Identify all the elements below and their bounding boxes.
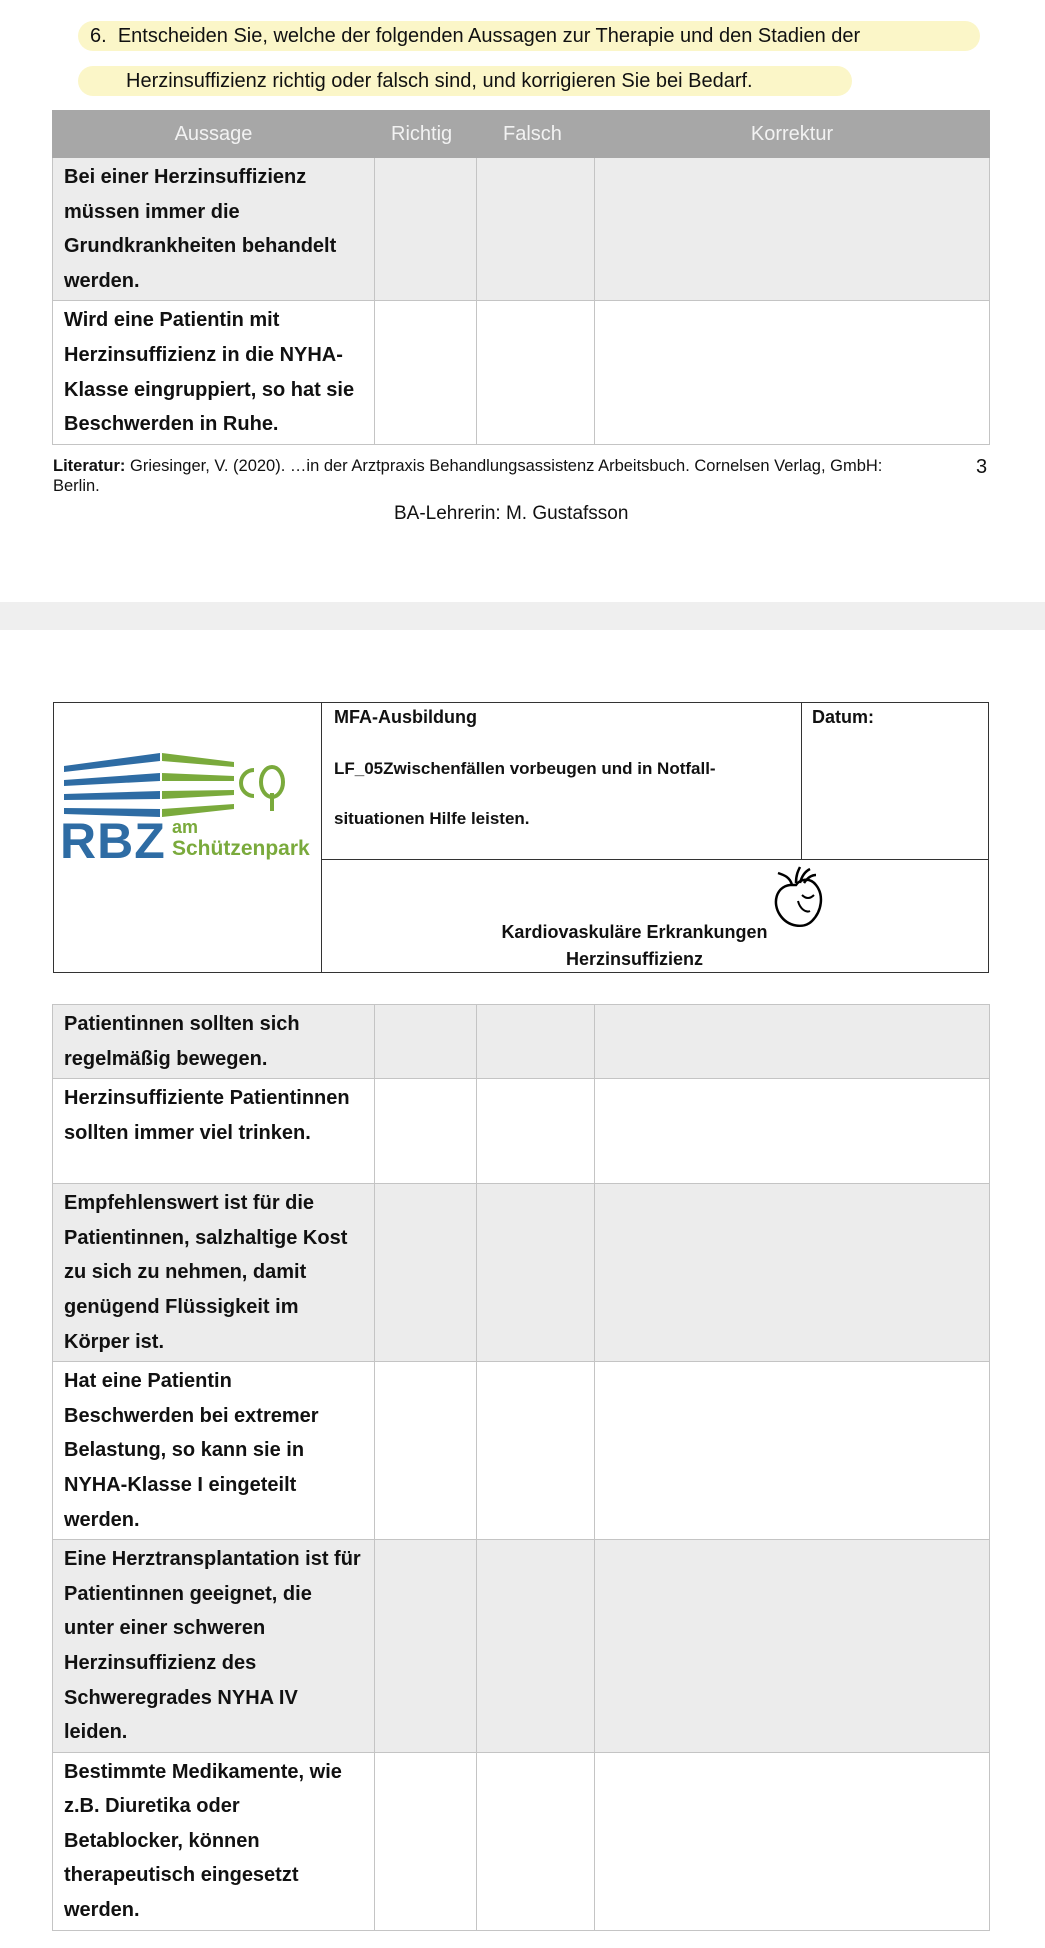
statement-cell: Patientinnen sollten sich regelmäßig bewegen. (53, 1005, 375, 1079)
learning-field-line-1: LF_05Zwischenfällen vorbeugen und in Notfall- (334, 759, 716, 778)
table-row (53, 301, 990, 444)
program-title: MFA-Ausbildung (334, 707, 477, 727)
korrektur-cell[interactable] (595, 1362, 990, 1540)
falsch-cell[interactable] (477, 158, 595, 301)
table-row (53, 1184, 990, 1362)
logo-am: am (172, 817, 199, 837)
statement-cell: Hat eine Patientin Beschwerden bei extremer Belastung, so kann sie in NYHA-Klasse I eingeteilt werden. (53, 1362, 375, 1540)
building-tree-logo-icon (64, 753, 294, 819)
richtig-cell[interactable] (375, 1005, 477, 1079)
statement-cell: Empfehlenswert ist für die Patientinnen, salzhaltige Kost zu sich zu nehmen, damit genügend Flüssigkeit im Körper ist. (53, 1184, 375, 1362)
col-header-richtig: Richtig (375, 111, 477, 158)
task-text-2: Herzinsuffizienz richtig oder falsch sind, und korrigieren Sie bei Bedarf. (126, 70, 753, 92)
table-header-row (53, 111, 990, 158)
col-header-falsch: Falsch (477, 111, 595, 158)
richtig-cell[interactable] (375, 1540, 477, 1753)
falsch-cell[interactable] (477, 1005, 595, 1079)
school-logo (60, 753, 318, 869)
task-instruction-line-2 (78, 66, 852, 96)
korrektur-cell[interactable] (595, 1540, 990, 1753)
statement-cell: Bei einer Herzinsuffizienz müssen immer die Grundkrankheiten behandelt werden. (53, 158, 375, 301)
korrektur-cell[interactable] (595, 1005, 990, 1079)
literature-reference (53, 456, 933, 496)
logo-schuetzenpark: Schützenpark (172, 837, 310, 860)
korrektur-cell[interactable] (595, 158, 990, 301)
statement-table-top (52, 110, 990, 445)
korrektur-cell[interactable] (595, 1752, 990, 1930)
learning-field-line-2: situationen Hilfe leisten. (334, 809, 530, 828)
page-separator (0, 602, 1045, 630)
table-row (53, 1540, 990, 1753)
korrektur-cell[interactable] (595, 1079, 990, 1184)
divider (321, 859, 989, 860)
richtig-cell[interactable] (375, 158, 477, 301)
table-row (53, 158, 990, 301)
richtig-cell[interactable] (375, 1752, 477, 1930)
topic-line-1: Kardiovaskuläre Erkrankungen (501, 922, 768, 942)
korrektur-cell[interactable] (595, 1184, 990, 1362)
literature-label: Literatur: (53, 457, 126, 475)
richtig-cell[interactable] (375, 1184, 477, 1362)
richtig-cell[interactable] (375, 1079, 477, 1184)
col-header-aussage: Aussage (53, 111, 375, 158)
statement-cell: Eine Herztransplantation ist für Patientinnen geeignet, die unter einer schweren Herzinsuffizienz des Schweregrades NYHA IV leiden. (53, 1540, 375, 1753)
page-number: 3 (976, 456, 988, 478)
korrektur-cell[interactable] (595, 301, 990, 444)
table-row (53, 1005, 990, 1079)
table-row (53, 1752, 990, 1930)
falsch-cell[interactable] (477, 1184, 595, 1362)
task-number: 6. (90, 25, 107, 47)
task-instruction-line-1 (78, 21, 980, 51)
teacher-name: BA-Lehrerin: M. Gustafsson (394, 503, 629, 524)
falsch-cell[interactable] (477, 1079, 595, 1184)
worksheet-header (53, 702, 989, 973)
task-text-1: Entscheiden Sie, welche der folgenden Aussagen zur Therapie und den Stadien der (117, 25, 861, 47)
table-row (53, 1362, 990, 1540)
falsch-cell[interactable] (477, 301, 595, 444)
statement-cell: Herzinsuffiziente Patientinnen sollten immer viel trinken. (53, 1079, 375, 1184)
table-row (53, 1079, 990, 1184)
statement-table-bottom (52, 1004, 990, 1931)
col-header-korrektur: Korrektur (595, 111, 990, 158)
literature-text: Griesinger, V. (2020). …in der Arztpraxis Behandlungsassistenz Arbeitsbuch. Cornelsen Verlag, GmbH: Berlin. (53, 457, 883, 495)
statement-cell: Bestimmte Medikamente, wie z.B. Diuretika oder Betablocker, können therapeutisch eingesetzt werden. (53, 1752, 375, 1930)
falsch-cell[interactable] (477, 1540, 595, 1753)
falsch-cell[interactable] (477, 1752, 595, 1930)
richtig-cell[interactable] (375, 301, 477, 444)
statement-cell: Wird eine Patientin mit Herzinsuffizienz in die NYHA-Klasse eingruppiert, so hat sie Beschwerden in Ruhe. (53, 301, 375, 444)
divider (801, 703, 802, 860)
falsch-cell[interactable] (477, 1362, 595, 1540)
logo-rbz: RBZ (60, 813, 166, 869)
richtig-cell[interactable] (375, 1362, 477, 1540)
topic-line-2: Herzinsuffizienz (565, 949, 703, 969)
date-label: Datum: (812, 707, 874, 727)
